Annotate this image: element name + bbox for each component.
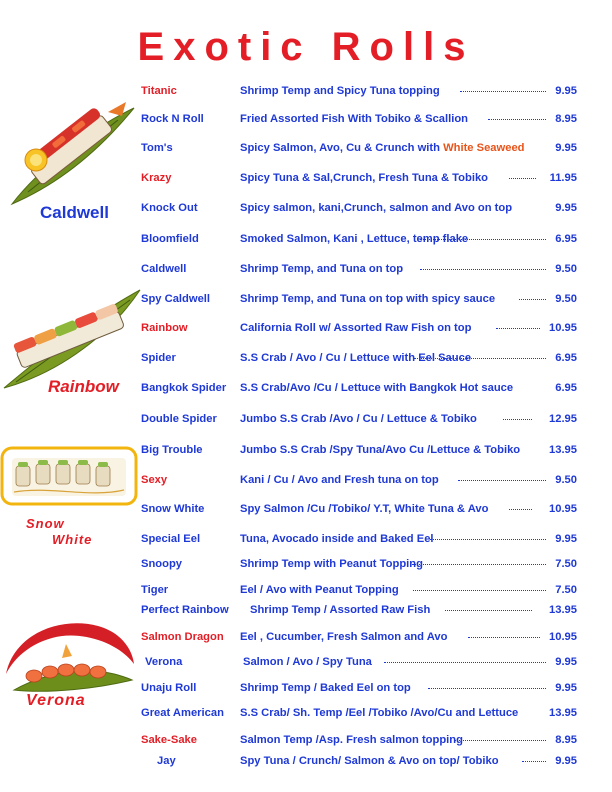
item-price: 13.95	[549, 444, 577, 456]
menu-item	[0, 703, 612, 723]
item-description-text: Eel / Avo with Peanut Topping	[240, 584, 399, 596]
item-description-text: Salmon / Avo / Spy Tuna	[243, 656, 372, 668]
item-description-text: Spy Salmon /Cu /Tobiko/ Y.T, White Tuna & Avo	[240, 503, 489, 515]
item-description	[240, 109, 468, 129]
dotted-leader	[519, 299, 546, 300]
item-price: 13.95	[549, 604, 577, 616]
item-name: Spider	[141, 352, 176, 364]
item-name: Special Eel	[141, 533, 201, 545]
dotted-leader	[413, 590, 546, 591]
dotted-leader	[445, 610, 532, 611]
item-price: 6.95	[555, 352, 577, 364]
item-description	[240, 730, 463, 750]
item-price: 9.50	[555, 293, 577, 305]
item-price: 7.50	[555, 558, 577, 570]
menu-item	[0, 470, 612, 490]
item-description-text: Tuna, Avocado inside and Baked Eel	[240, 533, 434, 545]
menu-item	[0, 600, 612, 620]
item-price: 9.95	[555, 755, 577, 767]
item-name: Knock Out	[141, 202, 198, 214]
item-description	[240, 499, 488, 519]
item-price: 9.95	[555, 85, 577, 97]
menu-item	[0, 554, 612, 574]
item-description	[240, 554, 423, 574]
dotted-leader	[384, 662, 546, 663]
dotted-leader	[458, 480, 546, 481]
item-name: Tom's	[141, 142, 173, 154]
item-description-text: S.S Crab/Avo /Cu / Lettuce with Bangkok Hot sauce	[240, 382, 514, 394]
menu-item	[0, 109, 612, 129]
item-name: Jay	[157, 755, 176, 767]
item-name: Tiger	[141, 584, 169, 596]
menu-item	[0, 289, 612, 309]
item-name: Great American	[141, 707, 224, 719]
item-name: Sexy	[141, 474, 168, 486]
dotted-leader	[454, 740, 546, 741]
dotted-leader	[420, 239, 546, 240]
item-description-text: Shrimp Temp, and Tuna on top with spicy sauce	[240, 293, 496, 305]
dotted-leader	[460, 91, 546, 92]
item-name: Rainbow	[141, 322, 188, 334]
dotted-leader	[430, 539, 546, 540]
item-name: Bloomfield	[141, 233, 199, 245]
menu-item	[0, 730, 612, 750]
item-description	[240, 378, 513, 398]
menu-item	[0, 440, 612, 460]
item-description	[240, 678, 411, 698]
item-name: Sake-Sake	[141, 734, 197, 746]
menu-item	[0, 580, 612, 600]
caption-rainbow: Rainbow	[48, 377, 119, 396]
menu-item	[0, 198, 612, 218]
menu-item	[0, 259, 612, 279]
menu-item	[0, 627, 612, 647]
item-price: 9.95	[555, 682, 577, 694]
item-description-text: Jumbo S.S Crab /Avo / Cu / Lettuce & Tobiko	[240, 413, 477, 425]
item-description	[243, 652, 372, 672]
dotted-leader	[412, 564, 546, 565]
menu-item	[0, 168, 612, 188]
item-description-text: Spicy salmon, kani,Crunch, salmon and Avo on top	[240, 202, 513, 214]
item-price: 9.95	[555, 142, 577, 154]
item-description	[240, 138, 525, 158]
item-description-text: Shrimp Temp / Assorted Raw Fish	[250, 604, 431, 616]
item-description	[240, 259, 403, 279]
dotted-leader	[503, 419, 532, 420]
item-description	[240, 318, 471, 338]
item-description-text: Kani / Cu / Avo and Fresh tuna on top	[240, 474, 439, 486]
menu-title: Exotic Rolls	[137, 25, 475, 69]
item-description-text: S.S Crab/ Sh. Temp /Eel /Tobiko /Avo/Cu and Lettuce	[240, 707, 519, 719]
dotted-leader	[496, 328, 540, 329]
caption-white: White	[52, 532, 93, 547]
item-description	[240, 703, 518, 723]
item-price: 9.95	[555, 533, 577, 545]
item-description	[240, 440, 520, 460]
item-description	[240, 751, 499, 771]
menu-item	[0, 81, 612, 101]
item-description-text: Shrimp Temp / Baked Eel on top	[240, 682, 411, 694]
item-description-text: Eel , Cucumber, Fresh Salmon and Avo	[240, 631, 448, 643]
menu-item	[0, 751, 612, 771]
item-price: 10.95	[549, 503, 577, 515]
menu-item	[0, 678, 612, 698]
item-description	[240, 198, 512, 218]
dotted-leader	[428, 688, 546, 689]
item-price: 9.95	[555, 202, 577, 214]
item-description-text: Smoked Salmon, Kani , Lettuce, temp flake	[240, 233, 469, 245]
item-description	[240, 409, 477, 429]
item-description	[240, 627, 447, 647]
menu-item	[0, 652, 612, 672]
menu-item	[0, 409, 612, 429]
item-name: Perfect Rainbow	[141, 604, 229, 616]
item-price: 10.95	[549, 322, 577, 334]
item-name: Bangkok Spider	[141, 382, 227, 394]
item-description	[240, 529, 434, 549]
item-description	[240, 289, 495, 309]
item-name: Verona	[145, 656, 183, 668]
item-name: Big Trouble	[141, 444, 203, 456]
item-description-text: California Roll w/ Assorted Raw Fish on top	[240, 322, 472, 334]
item-name: Rock N Roll	[141, 113, 204, 125]
dotted-leader	[509, 178, 536, 179]
item-name: Snoopy	[141, 558, 183, 570]
item-name: Double Spider	[141, 413, 217, 425]
item-name: Caldwell	[141, 263, 187, 275]
menu-item	[0, 138, 612, 158]
item-description-text: Shrimp Temp with Peanut Topping	[240, 558, 423, 570]
item-description	[250, 600, 430, 620]
dotted-leader	[509, 509, 532, 510]
dotted-leader	[468, 637, 540, 638]
item-name: Titanic	[141, 85, 177, 97]
item-price: 10.95	[549, 631, 577, 643]
item-price: 9.50	[555, 263, 577, 275]
item-description-text: Shrimp Temp, and Tuna on top	[240, 263, 404, 275]
item-name: Krazy	[141, 172, 172, 184]
item-name: Snow White	[141, 503, 205, 515]
menu-item	[0, 529, 612, 549]
item-name: Salmon Dragon	[141, 631, 224, 643]
menu-item	[0, 348, 612, 368]
item-description-text: Fried Assorted Fish With Tobiko & Scallion	[240, 113, 469, 125]
item-price: 7.50	[555, 584, 577, 596]
item-description-text: S.S Crab / Avo / Cu / Lettuce with Eel Sauce	[240, 352, 472, 364]
item-description	[240, 470, 439, 490]
caption-caldwell: Caldwell	[40, 203, 109, 222]
menu-item	[0, 499, 612, 519]
dotted-leader	[414, 358, 546, 359]
item-description-text: Spicy Tuna & Sal,Crunch, Fresh Tuna & Tobiko	[240, 172, 489, 184]
menu-item	[0, 318, 612, 338]
item-price: 8.95	[555, 734, 577, 746]
dotted-leader	[420, 269, 546, 270]
item-description-text: Spicy Salmon, Avo, Cu & Crunch with	[240, 142, 444, 154]
item-description-text: Spy Tuna / Crunch/ Salmon & Avo on top/ Tobiko	[240, 755, 499, 767]
item-name: Unaju Roll	[141, 682, 197, 694]
item-name: Spy Caldwell	[141, 293, 211, 305]
item-description	[240, 81, 440, 101]
item-price: 9.95	[555, 656, 577, 668]
caption-verona: Verona	[26, 692, 86, 709]
item-price: 13.95	[549, 707, 577, 719]
item-description-text: Salmon Temp /Asp. Fresh salmon topping	[240, 734, 463, 746]
item-price: 6.95	[555, 382, 577, 394]
menu-item	[0, 229, 612, 249]
item-description	[240, 168, 488, 188]
dotted-leader	[522, 761, 546, 762]
menu-item	[0, 378, 612, 398]
item-price: 9.50	[555, 474, 577, 486]
item-price: 12.95	[549, 413, 577, 425]
item-description	[240, 580, 399, 600]
item-price: 8.95	[555, 113, 577, 125]
item-price: 6.95	[555, 233, 577, 245]
dotted-leader	[488, 119, 546, 120]
caption-snow: Snow	[26, 516, 65, 531]
item-price: 11.95	[549, 172, 577, 184]
item-description-text: Jumbo S.S Crab /Spy Tuna/Avo Cu /Lettuce & Tobiko	[240, 444, 521, 456]
item-description-highlight: White Seaweed	[443, 142, 525, 154]
item-description-text: Shrimp Temp and Spicy Tuna topping	[240, 85, 440, 97]
